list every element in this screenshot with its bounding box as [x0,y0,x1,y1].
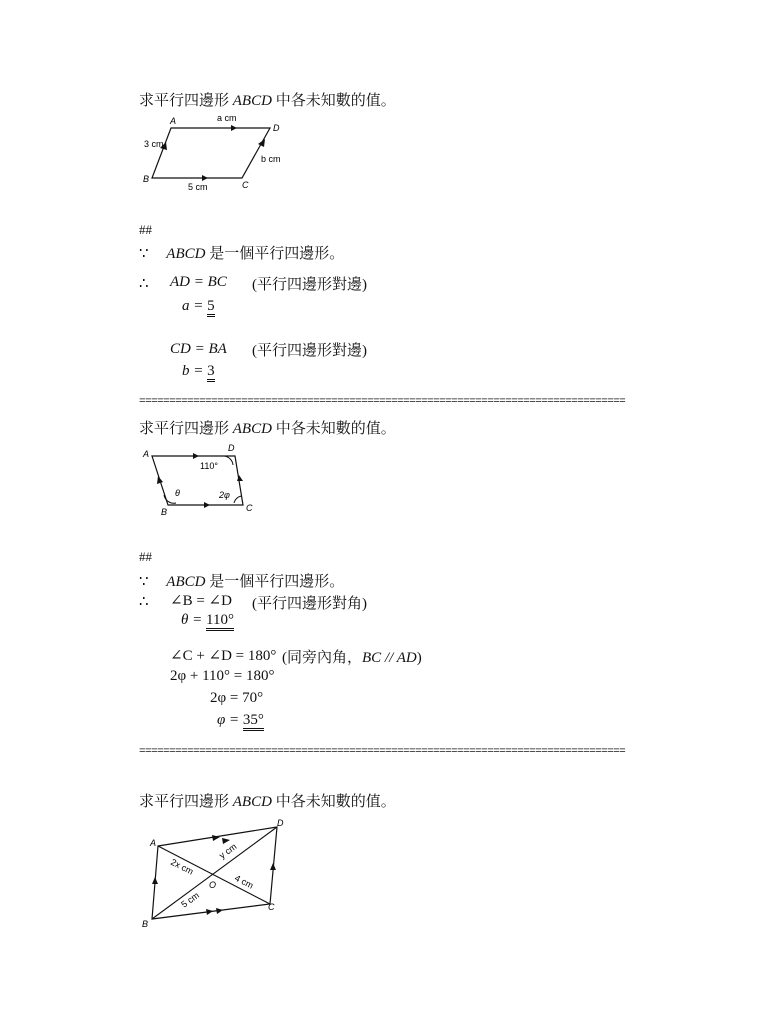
therefore-symbol-1: ∴ [139,276,149,292]
equation-cd-ba: CD = BA [170,341,227,357]
solution-marker-1: ## [139,222,152,237]
angle-c-label: 2φ [219,490,230,500]
label-c: C [242,180,249,190]
question-2: 求平行四邊形 ABCD 中各未知數的值。 [139,421,396,437]
label-b: B [161,507,168,516]
since-line-1: ∵ ABCD 是一個平行四邊形。 [139,246,345,262]
segment-oc-label: 4 cm [233,872,256,891]
question-3: 求平行四邊形 ABCD 中各未知數的值。 [139,794,396,810]
equation-2phi-70: 2φ = 70° [210,690,264,706]
side-bottom-label: 5 cm [188,182,208,192]
side-top-label: a cm [217,113,237,123]
figure-2-parallelogram [136,440,266,516]
since-line-2: ∵ ABCD 是一個平行四邊形。 [139,574,345,590]
equation-2phi-110: 2φ + 110° = 180° [170,668,275,684]
question-1: 求平行四邊形 ABCD 中各未知數的值。 [139,93,396,109]
reason-opposite-angles: (平行四邊形對角) [252,596,367,612]
reason-interior-angles: (同旁內角，BC // AD) [282,650,422,666]
label-d: D [273,123,280,133]
label-d: D [277,818,284,828]
label-c: C [246,503,253,513]
reason-opposite-sides-1: (平行四邊形對邊) [252,277,367,293]
label-o: O [209,880,217,890]
equation-angle-b-d: ∠B = ∠D [170,593,232,609]
therefore-symbol-2: ∴ [139,594,149,610]
figure-1-parallelogram [136,110,296,196]
label-b: B [143,174,150,184]
answer-theta: θ = 110° [181,612,234,629]
answer-phi: φ = 35° [217,712,264,729]
solution-marker-2: ## [139,549,152,564]
reason-opposite-sides-2: (平行四邊形對邊) [252,343,367,359]
answer-b: b = 3 [182,363,215,380]
label-a: A [150,838,157,848]
label-a: A [170,116,177,126]
side-left-label: 3 cm [144,139,164,149]
equation-angle-c-d: ∠C + ∠D = 180° [170,648,277,664]
angle-b-label: θ [175,488,180,498]
answer-a: a = 5 [182,298,215,315]
segment-od-label: y cm [217,841,239,861]
label-c: C [268,902,275,912]
label-a: A [143,449,150,459]
separator-2: ================================================================================= [139,746,626,758]
side-right-label: b cm [261,154,281,164]
segment-bo-label: 5 cm [179,890,201,910]
separator-1: ================================================================================= [139,396,626,408]
segment-ao-label: 2x cm [169,856,196,877]
label-d: D [228,443,235,453]
label-b: B [142,919,149,929]
equation-ad-bc: AD = BC [170,274,227,290]
figure-3-parallelogram-diagonals [136,814,296,932]
angle-d-label: 110° [200,461,218,471]
